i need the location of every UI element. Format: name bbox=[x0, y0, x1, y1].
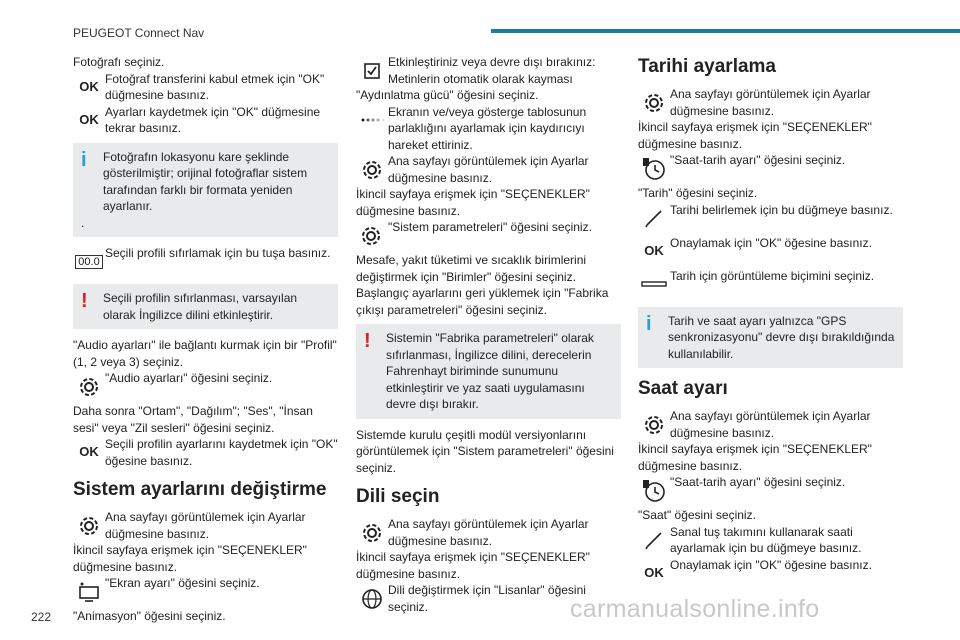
step-text: "Saat-tarih ayarı" öğesini seçiniz. bbox=[670, 475, 846, 489]
gear-icon bbox=[361, 522, 383, 544]
reset-icon: 00.0 bbox=[75, 255, 102, 269]
clock-icon bbox=[642, 479, 666, 503]
paragraph: Sistemde kurulu çeşitli modül versiyonlarını görüntülemek için "Sistem parametreleri" öğesini seçiniz. bbox=[356, 427, 614, 475]
step-row bbox=[356, 54, 621, 87]
step-text: Ana sayfayı görüntülemek için Ayarlar düğmesine basınız. bbox=[388, 517, 589, 548]
page-header-title: PEUGEOT Connect Nav bbox=[73, 26, 205, 40]
info-box bbox=[73, 143, 338, 238]
paragraph: Başlangıç ayarlarını geri yüklemek için "Fabrika çıkışı parametreleri" öğesini seçiniz. bbox=[356, 286, 609, 317]
info-text: Tarih ve saat ayarı yalnızca "GPS senkronizasyonu" devre dışı bırakıldığında kullanılabilir. bbox=[668, 313, 895, 361]
info-icon: i bbox=[646, 312, 652, 335]
intro-text: Fotoğrafı seçiniz. bbox=[73, 55, 165, 69]
step-row bbox=[638, 152, 903, 185]
warning-box bbox=[356, 324, 621, 419]
ok-icon: OK bbox=[79, 78, 99, 94]
step-row bbox=[356, 516, 621, 549]
checkbox-icon bbox=[363, 62, 381, 80]
info-box bbox=[638, 307, 903, 369]
warning-text: Sistemin "Fabrika parametreleri" olarak sıfırlanması, İngilizce dilini, derecelerin Fahrenhayt biriminde sunumunu etkinleştirir ve yaz saati uygulamasını devre dışı bırakır. bbox=[386, 331, 594, 411]
step-row bbox=[356, 104, 621, 154]
paragraph: "Audio ayarları" ile bağlantı kurmak için bir "Profil" (1, 2 veya 3) seçiniz. bbox=[73, 338, 337, 369]
step-row bbox=[73, 104, 338, 137]
step-row bbox=[73, 436, 338, 469]
step-row bbox=[73, 71, 338, 104]
step-text: Seçili profilin ayarlarını kaydetmek için "OK" öğesine basınız. bbox=[105, 437, 338, 468]
paragraph: İkincil sayfaya erişmek için "SEÇENEKLER" düğmesine basınız. bbox=[73, 543, 307, 574]
system-gear-icon bbox=[360, 225, 384, 247]
paragraph: "Saat" öğesini seçiniz. bbox=[638, 508, 756, 522]
column-3 bbox=[638, 54, 903, 590]
step-text: Ayarları kaydetmek için "OK" düğmesine tekrar basınız. bbox=[105, 104, 321, 135]
step-text: Tarih için görüntüleme biçimini seçiniz. bbox=[670, 268, 875, 283]
step-row bbox=[73, 245, 338, 278]
warning-icon: ! bbox=[81, 290, 88, 312]
gear-icon bbox=[78, 515, 100, 537]
header-accent-bar bbox=[491, 29, 960, 33]
ok-icon: OK bbox=[644, 564, 664, 580]
step-row bbox=[638, 474, 903, 507]
ok-icon: OK bbox=[644, 242, 664, 258]
step-text: Seçili profili sıfırlamak için bu tuşa basınız. bbox=[105, 246, 331, 260]
step-row bbox=[73, 370, 338, 403]
step-row bbox=[638, 557, 903, 590]
step-row bbox=[638, 202, 903, 235]
step-text: Dili değiştirmek için "Lisanlar" öğesini seçiniz. bbox=[388, 583, 586, 614]
paragraph: İkincil sayfaya erişmek için "SEÇENEKLER" düğmesine basınız. bbox=[638, 120, 872, 151]
format-bar-icon bbox=[641, 279, 667, 289]
paragraph: İkincil sayfaya erişmek için "SEÇENEKLER" düğmesine basınız. bbox=[638, 442, 872, 473]
language-icon bbox=[360, 587, 384, 611]
paragraph: "Animasyon" öğesini seçiniz. bbox=[73, 609, 226, 623]
column-1 bbox=[73, 54, 338, 625]
gear-icon bbox=[78, 376, 100, 398]
step-text: "Ekran ayarı" öğesini seçiniz. bbox=[105, 576, 260, 590]
step-text: Ana sayfayı görüntülemek için Ayarlar düğmesine basınız. bbox=[105, 510, 306, 541]
paragraph: "Tarih" öğesini seçiniz. bbox=[638, 186, 758, 200]
slider-icon bbox=[360, 115, 384, 125]
step-row bbox=[638, 524, 903, 557]
step-row bbox=[638, 268, 903, 301]
step-text: Tarihi belirlemek için bu düğmeye basınız. bbox=[670, 202, 893, 217]
step-text: "Saat-tarih ayarı" öğesini seçiniz. bbox=[670, 153, 846, 167]
step-row bbox=[638, 235, 903, 268]
step-text: Sanal tuş takımını kullanarak saati ayarlamak için bu düğmeye basınız. bbox=[670, 524, 862, 555]
step-text: "Audio ayarları" öğesini seçiniz. bbox=[105, 371, 273, 385]
step-row bbox=[356, 219, 621, 252]
step-text: Onaylamak için "OK" öğesine basınız. bbox=[670, 557, 872, 572]
paragraph: "Aydınlatma gücü" öğesini seçiniz. bbox=[356, 88, 539, 102]
page-number: 222 bbox=[31, 610, 52, 624]
column-2 bbox=[356, 54, 621, 615]
section-heading: Saat ayarı bbox=[638, 378, 728, 399]
step-row bbox=[356, 153, 621, 186]
step-text: Ana sayfayı görüntülemek için Ayarlar düğmesine basınız. bbox=[670, 409, 871, 440]
ok-icon: OK bbox=[79, 444, 99, 460]
info-icon: i bbox=[81, 148, 87, 171]
paragraph: Daha sonra "Ortam", "Dağılım"; "Ses", "İnsan sesi" veya "Zil sesleri" öğesini seçiniz. bbox=[73, 404, 313, 435]
watermark: carmanualsonline.info bbox=[570, 595, 820, 623]
pencil-icon bbox=[643, 207, 665, 229]
section-heading: Sistem ayarlarını değiştirme bbox=[73, 479, 327, 500]
step-text: Ana sayfayı görüntülemek için Ayarlar düğmesine basınız. bbox=[388, 154, 589, 185]
pencil-icon bbox=[643, 529, 665, 551]
section-heading: Dili seçin bbox=[356, 486, 440, 507]
gear-icon bbox=[361, 159, 383, 181]
step-text: Fotoğraf transferini kabul etmek için "OK" düğmesine basınız. bbox=[105, 71, 325, 102]
step-row bbox=[638, 86, 903, 119]
info-dot: . bbox=[81, 215, 85, 230]
step-row bbox=[73, 509, 338, 542]
step-text: "Sistem parametreleri" öğesini seçiniz. bbox=[388, 220, 592, 234]
gear-icon bbox=[643, 92, 665, 114]
warning-icon: ! bbox=[364, 330, 371, 352]
warning-text: Seçili profilin sıfırlanması, varsayılan olarak İngilizce dilini etkinleştirir. bbox=[103, 291, 298, 322]
step-text: Ana sayfayı görüntülemek için Ayarlar düğmesine basınız. bbox=[670, 87, 871, 118]
paragraph: İkincil sayfaya erişmek için "SEÇENEKLER" düğmesine basınız. bbox=[356, 187, 590, 218]
ok-icon: OK bbox=[79, 111, 99, 127]
display-icon bbox=[77, 581, 101, 603]
paragraph: İkincil sayfaya erişmek için "SEÇENEKLER" düğmesine basınız. bbox=[356, 550, 590, 581]
paragraph: Mesafe, yakıt tüketimi ve sıcaklık birimlerini değiştirmek için "Birimler" öğesini seçiniz. bbox=[356, 253, 587, 284]
step-text: Onaylamak için "OK" öğesine basınız. bbox=[670, 235, 872, 250]
clock-icon bbox=[642, 157, 666, 181]
step-row bbox=[73, 575, 338, 608]
section-heading: Tarihi ayarlama bbox=[638, 56, 777, 77]
step-text: Etkinleştiriniz veya devre dışı bırakınız: Metinlerin otomatik olarak kayması bbox=[388, 55, 596, 86]
info-text: Fotoğrafın lokasyonu kare şeklinde gösterilmiştir; orijinal fotoğraflar sistem tarafından farklı bir formata yeniden ayarlanır. bbox=[103, 149, 308, 213]
gear-icon bbox=[643, 414, 665, 436]
warning-box bbox=[73, 284, 338, 329]
step-text: Ekranın ve/veya gösterge tablosunun parlaklığını ayarlamak için kaydırıcıyı hareket ettiriniz. bbox=[388, 104, 587, 152]
step-row bbox=[638, 408, 903, 441]
